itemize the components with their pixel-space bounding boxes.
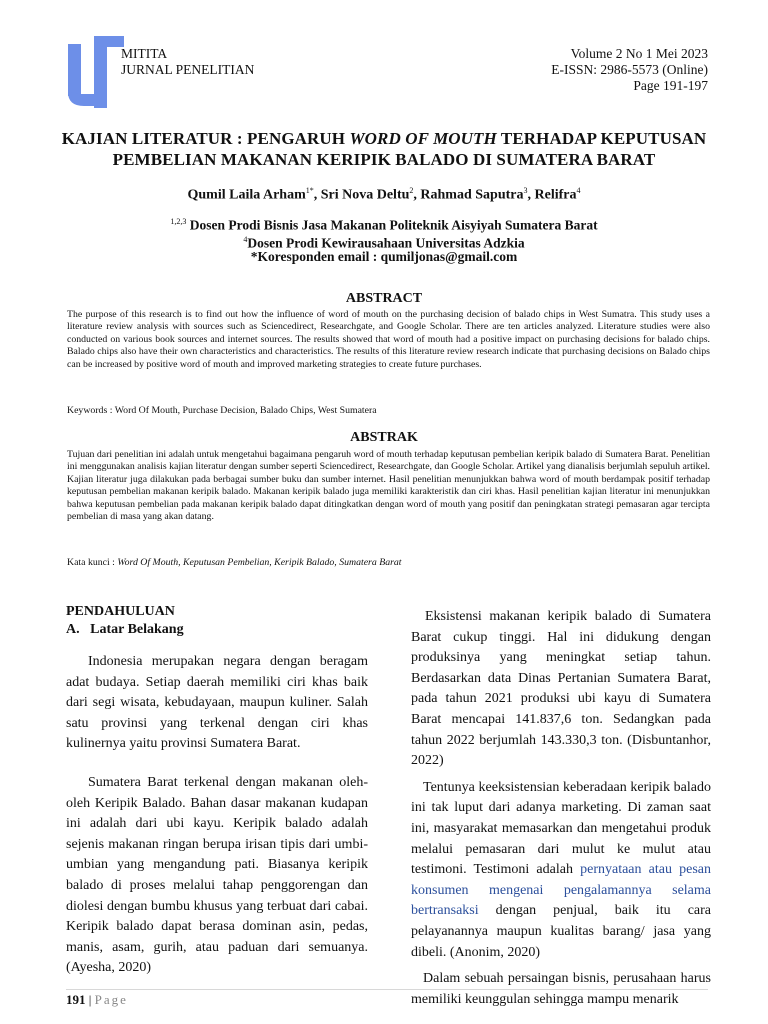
page-footer — [66, 992, 128, 1008]
highlighted-text: pernyataan atau pesan konsumen mengenai pengalamannya selama bertransaksi — [411, 862, 711, 919]
paragraph: Dalam sebuah persaingan bisnis, perusahaan harus memiliki keunggulan sehingga mampu menarik — [411, 971, 711, 1007]
author-list — [60, 186, 708, 204]
page-word: Page — [94, 992, 128, 1007]
paragraph: Eksistensi makanan keripik balado di Sumatera Barat cukup tinggi. Hal ini didukung dengan produksinya yang meningkat setiap tahun. Berdasarkan data Dinas Pertanian Sumatera Barat, pada tahun 2021 produksi ubi kayu di Sumatera Barat mencapai 141.837,6 ton. Sedangkan pada tahun 2022 berjumlah 143.330,3 ton. (Disbuntanhor, 2022) — [411, 609, 711, 769]
journal-name — [121, 46, 254, 78]
kata-kunci-values: Word Of Mouth, Keputusan Pembelian, Keripik Balado, Sumatera Barat — [117, 557, 402, 568]
right-column — [411, 607, 711, 1010]
keywords: Keywords : Word Of Mouth, Purchase Decision, Balado Chips, West Sumatera — [67, 405, 377, 416]
footer-separator: | — [85, 992, 95, 1007]
title-line2: PEMBELIAN MAKANAN KERIPIK BALADO DI SUMATERA BARAT — [112, 150, 656, 169]
issn-info: E-ISSN: 2986-5573 (Online) — [551, 62, 708, 77]
abstrak-text: Tujuan dari penelitian ini adalah untuk mengetahui bagaimana pengaruh word of mouth terhadap keputusan pembelian keripik balado di Sumatera Barat. Penelitian ini menggunakan analisis kajian literatur dengan sumber seperti Sciencedirect, Researchgate, dan Google Scholar. Artikel yang dianalisis berjumlah sepuluh artikel. Kajian literatur juga dilakukan pada berbagai sumber buku dan sumber internet. Hasil penelitian menunjukkan bahwa word of mouth berdampak positif terhadap keputusan pembelian makanan keripik balado. Makanan keripik balado juga memiliki karakteristik dan ciri khas. Hasil penelitian kajian literatur ini menunjukkan bahwa keputusan pembelian pada makanan keripik balado dapat ditingkatkan dengan word of mouth yang positif dan peningkatan strategi pemasaran agar tercipta pembelian di masa yang akan datang. — [67, 449, 710, 523]
author-sup: 4 — [576, 186, 581, 195]
page-range: Page 191-197 — [633, 78, 708, 93]
title-italic: WORD OF MOUTH — [349, 129, 497, 148]
paper-title — [60, 128, 708, 170]
author-sep: , — [313, 187, 321, 203]
volume-info: Volume 2 No 1 Mei 2023 — [570, 46, 708, 61]
title-part: TERHADAP KEPUTUSAN — [496, 129, 707, 148]
paragraph — [411, 778, 711, 963]
paragraph-text: dengan penjual, baik itu cara pelayanannya maupun kualitas barang/ jasa yang dibeli. (Anonim, 2020) — [411, 903, 711, 960]
section-heading: PENDAHULUAN — [66, 604, 175, 619]
title-part: KAJIAN LITERATUR : PENGARUH — [61, 129, 350, 148]
paragraph: Indonesia merupakan negara dengan beragam adat budaya. Setiap daerah memiliki ciri khas baik dari segi wisata, kebudayaan, maupun kuliner. Salah satu provinsi yang terkenal dengan ciri khas kulinernya yaitu provinsi Sumatera Barat. — [66, 654, 368, 752]
author-sep: , — [527, 187, 535, 203]
footer-divider — [66, 989, 708, 990]
aff-text: Dosen Prodi Bisnis Jasa Makanan Politeknik Aisyiyah Sumatera Barat — [189, 217, 598, 233]
left-column — [66, 603, 368, 979]
author-name: Sri Nova Deltu — [320, 187, 410, 203]
paragraph-text: Tentunya keeksistensian keberadaan keripik balado ini tak luput dari adanya marketing. Di zaman saat ini, masyarakat memasarkan dan mengetahui produk melalui pemasaran dari mulut ke mulut atau testimoni. Testimoni adalah — [411, 779, 711, 878]
aff-text: Dosen Prodi Kewirausahaan Universitas Adzkia — [247, 235, 525, 251]
author-sup: 2 — [409, 186, 414, 195]
journal-logo-icon — [64, 36, 124, 108]
subsection-heading: A. Latar Belakang — [66, 622, 184, 637]
paragraph: Sumatera Barat terkenal dengan makanan oleh-oleh Keripik Balado. Bahan dasar makanan kudapan ini adalah dari ubi kayu. Keripik balado adalah sejenis makanan ringan berupa irisan tipis dari umbi-umbian yang mengandung pati. Biasanya keripik balado di proses melalui tahap penggorengan dan diolesi dengan bumbu khusus yang terbuat dari cabai. Keripik balado dapat berasa dominan asin, pedas, manis, asam, gurih, atau paduan dari semuanya. (Ayesha, 2020) — [66, 774, 368, 976]
abstract-heading: ABSTRACT — [345, 291, 423, 306]
kata-kunci-label: Kata kunci : — [67, 557, 118, 568]
author-name: Qumil Laila Arham — [187, 187, 306, 203]
abstract-text: The purpose of this research is to find out how the influence of word of mouth on the purchasing decision of balado chips in West Sumatra. This study uses a literature review analysis with sources such as Sciencedirect, Researchgate, and Google Scholar. There are ten articles analyzed. Literature studies were also conducted on various book sources and internet sources. The results showed that word of mouth had a positive impact on purchasing decisions for balado chips. Balado chips also have their own characteristics and characteristics. The results of this literature review research indicate that purchasing decisions on Balado chips can be increased by positive word of mouth and improved marketing strategies to create future purchases. — [67, 309, 710, 370]
aff-sup: 4 — [243, 235, 248, 244]
journal-name-line1: MITITA — [121, 46, 168, 61]
author-name: Relifra — [534, 187, 577, 203]
corresponding-email: *Koresponden email : qumiljonas@gmail.com — [250, 249, 518, 264]
issue-meta — [551, 46, 708, 94]
page-number: 191 — [66, 992, 86, 1007]
aff-sup: 1,2,3 — [170, 217, 187, 226]
author-sup: 3 — [523, 186, 528, 195]
journal-name-line2: JURNAL PENELITIAN — [121, 62, 255, 77]
kata-kunci — [67, 557, 710, 568]
abstrak-heading: ABSTRAK — [350, 430, 418, 445]
author-sep: , — [413, 187, 421, 203]
author-sup: 1* — [305, 186, 314, 195]
author-name: Rahmad Saputra — [420, 187, 524, 203]
